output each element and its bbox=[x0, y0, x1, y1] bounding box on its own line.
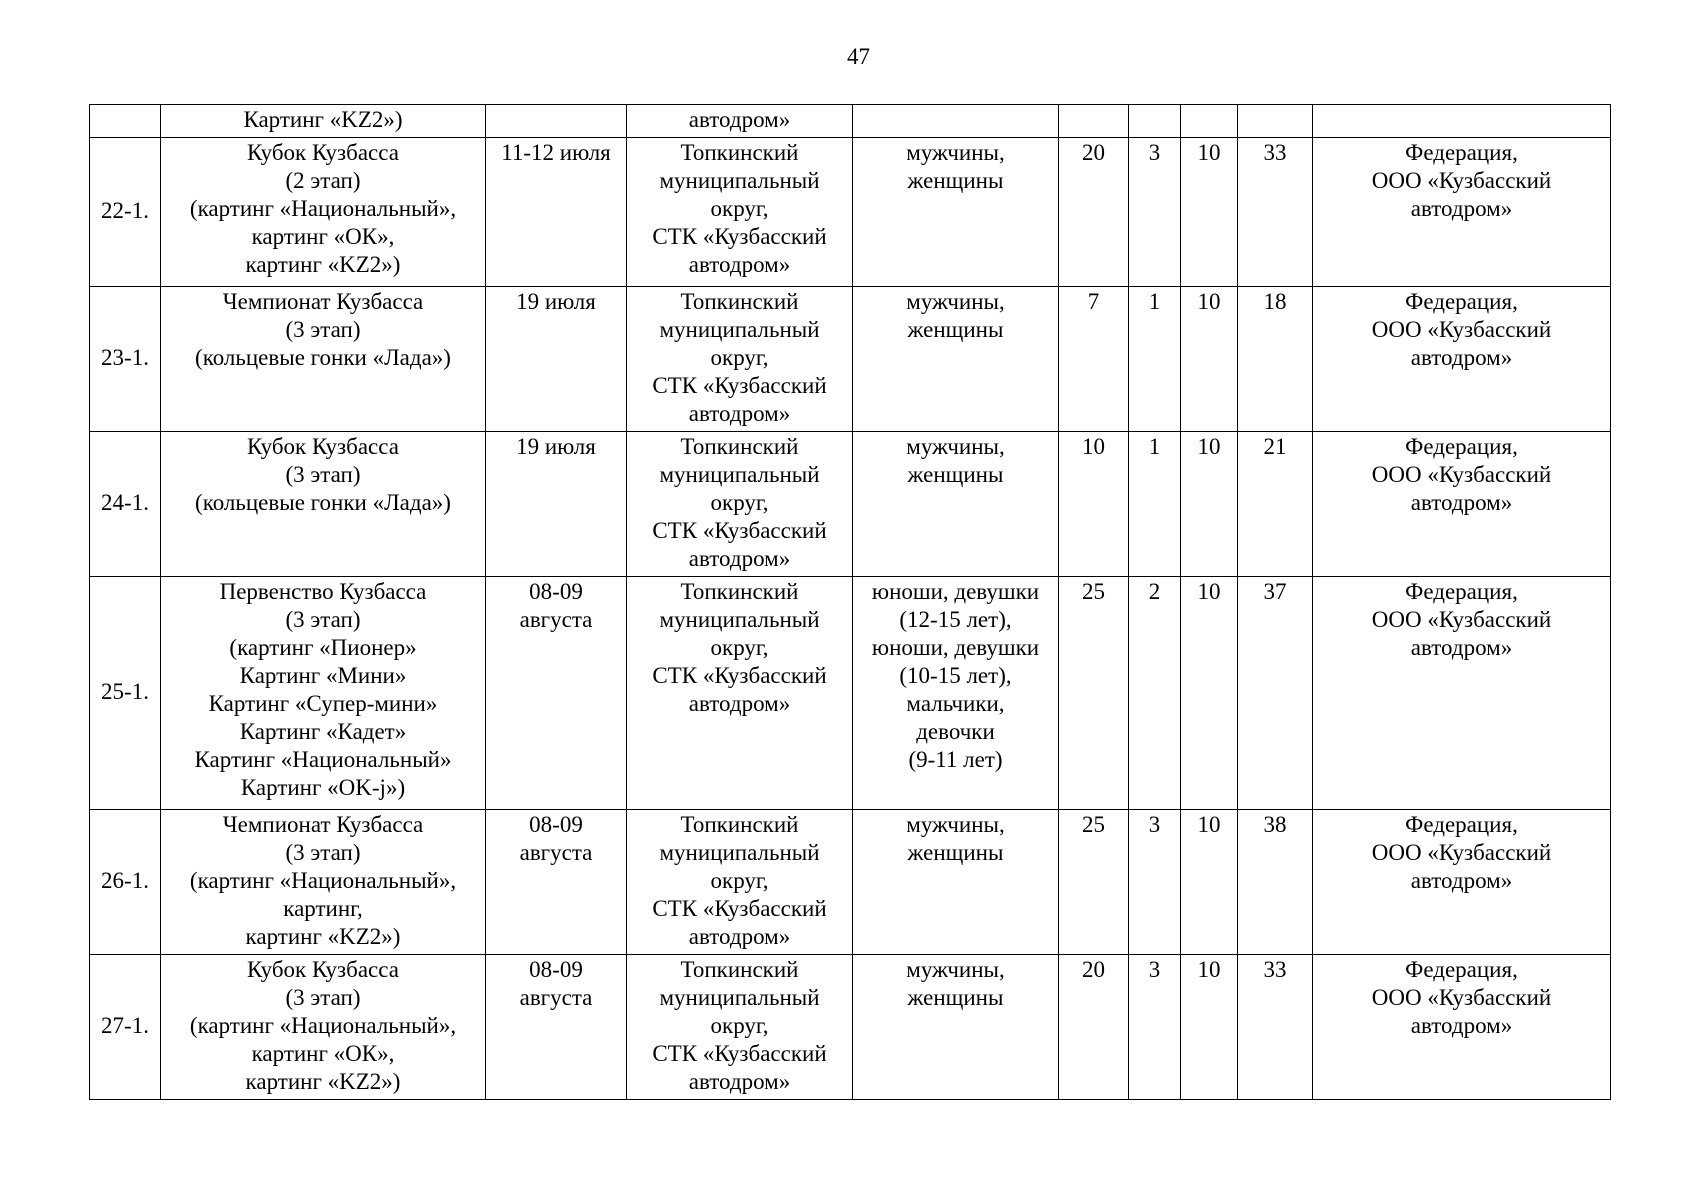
participants-cell: мужчины, женщины bbox=[853, 138, 1059, 287]
events-table bbox=[89, 104, 1611, 1100]
page-number: 47 bbox=[847, 44, 870, 69]
count-cell-1 bbox=[1059, 105, 1129, 138]
participants-cell bbox=[853, 105, 1059, 138]
date-cell bbox=[486, 105, 627, 138]
count-cell-1: 25 bbox=[1059, 810, 1129, 955]
count-cell-2: 3 bbox=[1129, 955, 1181, 1100]
venue-cell: автодром» bbox=[627, 105, 853, 138]
organizer-cell: Федерация, ООО «Кузбасский автодром» bbox=[1313, 577, 1611, 810]
participants-cell: юноши, девушки (12-15 лет), юноши, девушки (10-15 лет), мальчики, девочки (9-11 лет) bbox=[853, 577, 1059, 810]
count-cell-total bbox=[1238, 105, 1313, 138]
row-number-cell: 24-1. bbox=[90, 432, 161, 577]
count-cell-1: 25 bbox=[1059, 577, 1129, 810]
count-cell-total: 21 bbox=[1238, 432, 1313, 577]
count-cell-total: 33 bbox=[1238, 138, 1313, 287]
count-cell-2 bbox=[1129, 105, 1181, 138]
table-row bbox=[90, 432, 1611, 577]
count-cell-3: 10 bbox=[1181, 577, 1238, 810]
event-name-cell: Первенство Кузбасса (3 этап) (картинг «Пионер» Картинг «Мини» Картинг «Супер-мини» Картинг «Кадет» Картинг «Национальный» Картинг «OK-j») bbox=[161, 577, 486, 810]
table-row bbox=[90, 810, 1611, 955]
participants-cell: мужчины, женщины bbox=[853, 287, 1059, 432]
participants-cell: мужчины, женщины bbox=[853, 810, 1059, 955]
count-cell-1: 20 bbox=[1059, 138, 1129, 287]
organizer-cell: Федерация, ООО «Кузбасский автодром» bbox=[1313, 432, 1611, 577]
venue-cell: Топкинский муниципальный округ, СТК «Кузбасский автодром» bbox=[627, 955, 853, 1100]
venue-cell: Топкинский муниципальный округ, СТК «Кузбасский автодром» bbox=[627, 577, 853, 810]
count-cell-2: 2 bbox=[1129, 577, 1181, 810]
event-name-cell: Чемпионат Кузбасса (3 этап) (картинг «Национальный», картинг, картинг «KZ2») bbox=[161, 810, 486, 955]
table-row bbox=[90, 287, 1611, 432]
event-name-cell: Кубок Кузбасса (2 этап) (картинг «Национальный», картинг «ОК», картинг «KZ2») bbox=[161, 138, 486, 287]
count-cell-3: 10 bbox=[1181, 955, 1238, 1100]
date-cell: 19 июля bbox=[486, 287, 627, 432]
organizer-cell bbox=[1313, 105, 1611, 138]
venue-cell: Топкинский муниципальный округ, СТК «Кузбасский автодром» bbox=[627, 138, 853, 287]
date-cell: 11-12 июля bbox=[486, 138, 627, 287]
count-cell-2: 1 bbox=[1129, 287, 1181, 432]
count-cell-2: 3 bbox=[1129, 138, 1181, 287]
count-cell-total: 33 bbox=[1238, 955, 1313, 1100]
organizer-cell: Федерация, ООО «Кузбасский автодром» bbox=[1313, 138, 1611, 287]
count-cell-2: 1 bbox=[1129, 432, 1181, 577]
organizer-cell: Федерация, ООО «Кузбасский автодром» bbox=[1313, 287, 1611, 432]
venue-cell: Топкинский муниципальный округ, СТК «Кузбасский автодром» bbox=[627, 287, 853, 432]
event-name-cell: Чемпионат Кузбасса (3 этап) (кольцевые гонки «Лада») bbox=[161, 287, 486, 432]
participants-cell: мужчины, женщины bbox=[853, 432, 1059, 577]
count-cell-2: 3 bbox=[1129, 810, 1181, 955]
count-cell-1: 10 bbox=[1059, 432, 1129, 577]
date-cell: 08-09 августа bbox=[486, 577, 627, 810]
table-row bbox=[90, 105, 1611, 138]
organizer-cell: Федерация, ООО «Кузбасский автодром» bbox=[1313, 810, 1611, 955]
count-cell-3: 10 bbox=[1181, 287, 1238, 432]
count-cell-1: 20 bbox=[1059, 955, 1129, 1100]
row-number-cell: 22-1. bbox=[90, 138, 161, 287]
count-cell-3 bbox=[1181, 105, 1238, 138]
count-cell-total: 38 bbox=[1238, 810, 1313, 955]
table-row bbox=[90, 955, 1611, 1100]
row-number-cell: 23-1. bbox=[90, 287, 161, 432]
row-number-cell bbox=[90, 105, 161, 138]
event-name-cell: Картинг «KZ2») bbox=[161, 105, 486, 138]
count-cell-3: 10 bbox=[1181, 432, 1238, 577]
organizer-cell: Федерация, ООО «Кузбасский автодром» bbox=[1313, 955, 1611, 1100]
date-cell: 08-09 августа bbox=[486, 955, 627, 1100]
count-cell-3: 10 bbox=[1181, 138, 1238, 287]
table-row bbox=[90, 577, 1611, 810]
row-number-cell: 27-1. bbox=[90, 955, 161, 1100]
venue-cell: Топкинский муниципальный округ, СТК «Кузбасский автодром» bbox=[627, 432, 853, 577]
row-number-cell: 26-1. bbox=[90, 810, 161, 955]
date-cell: 19 июля bbox=[486, 432, 627, 577]
venue-cell: Топкинский муниципальный округ, СТК «Кузбасский автодром» bbox=[627, 810, 853, 955]
row-number-cell: 25-1. bbox=[90, 577, 161, 810]
event-name-cell: Кубок Кузбасса (3 этап) (кольцевые гонки «Лада») bbox=[161, 432, 486, 577]
count-cell-total: 18 bbox=[1238, 287, 1313, 432]
participants-cell: мужчины, женщины bbox=[853, 955, 1059, 1100]
count-cell-total: 37 bbox=[1238, 577, 1313, 810]
date-cell: 08-09 августа bbox=[486, 810, 627, 955]
count-cell-3: 10 bbox=[1181, 810, 1238, 955]
count-cell-1: 7 bbox=[1059, 287, 1129, 432]
event-name-cell: Кубок Кузбасса (3 этап) (картинг «Национальный», картинг «ОК», картинг «KZ2») bbox=[161, 955, 486, 1100]
table-row bbox=[90, 138, 1611, 287]
